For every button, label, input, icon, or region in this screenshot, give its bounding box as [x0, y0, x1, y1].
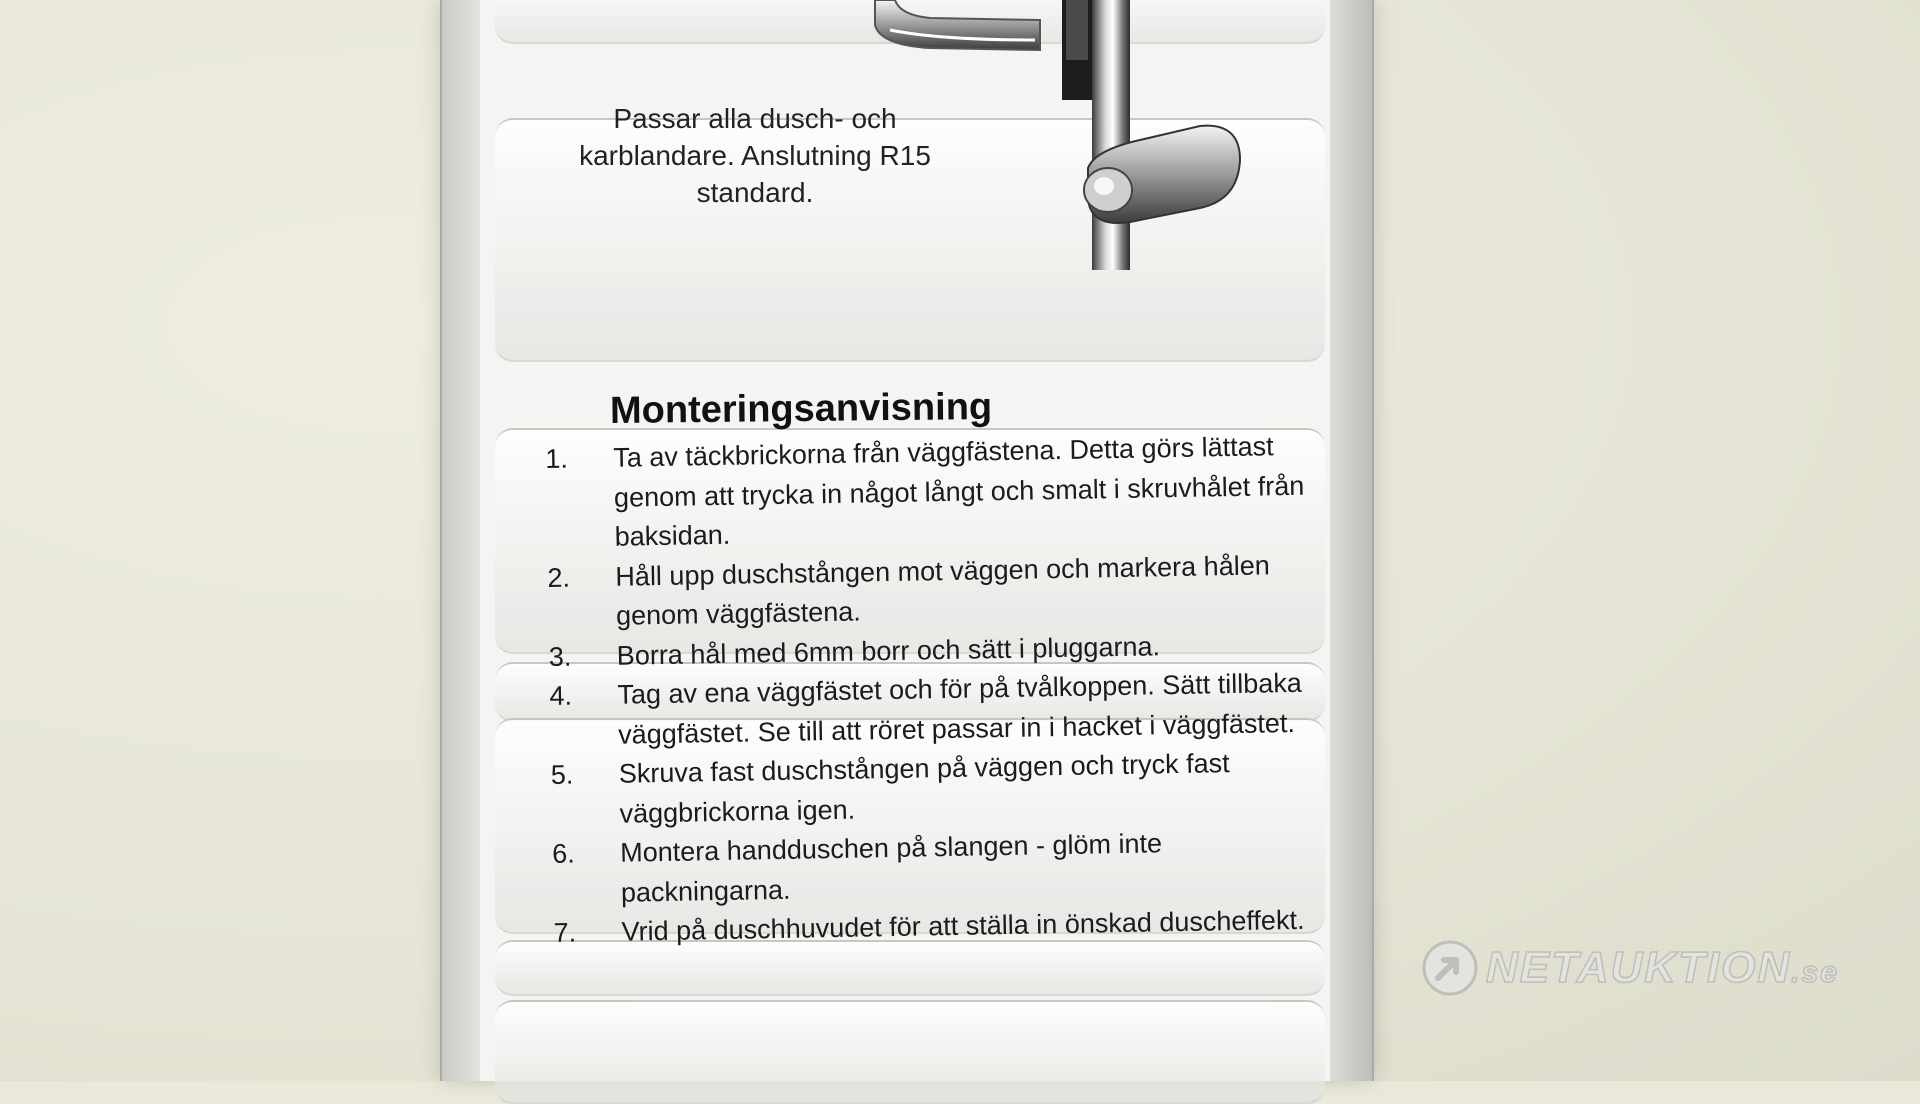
step-number: 5. [550, 759, 574, 790]
step-text: Tag av ena väggfästet och för på tvålkoppen. Sätt tillbaka väggfästet. Se till att röret passar in i hacket i väggfästet. [617, 667, 1303, 750]
step-text: Montera handduschen på slangen - glöm inte packningarna. [619, 828, 1163, 908]
step-text: Borra hål med 6mm borr och sätt i pluggarna. [616, 630, 1161, 671]
step-text: Ta av täckbrickorna från väggfästena. Detta görs lättast genom att trycka in något långt och smalt i skruvhålet från baksidan. [613, 431, 1305, 552]
instruction-steps [545, 427, 1314, 954]
blister-band [495, 1000, 1325, 1104]
step-number: 6. [551, 838, 576, 869]
step-text: Skruva fast duschstången på väggen och tryck fast väggbrickorna igen. [618, 748, 1230, 829]
instruction-step [552, 822, 1313, 914]
step-number: 3. [548, 641, 572, 672]
instruction-step [551, 743, 1312, 835]
instructions-heading: Monteringsanvisning [609, 386, 993, 432]
arrow-circle-icon [1420, 938, 1480, 998]
step-number: 7. [553, 917, 577, 948]
instruction-step [545, 427, 1307, 559]
watermark-name: NETAUKTION [1486, 943, 1792, 992]
step-text: Vrid på duschhuvudet för att ställa in önskad duscheffekt. [621, 904, 1305, 947]
instruction-step [549, 664, 1310, 756]
step-number: 1. [545, 443, 569, 474]
product-description: Passar alla dusch- och karblandare. Anslutning R15 standard. [579, 103, 931, 208]
watermark-logo [1420, 938, 1839, 998]
watermark-text [1486, 943, 1839, 993]
step-text: Håll upp duschstången mot väggen och markera hålen genom väggfästena. [615, 549, 1270, 631]
watermark-suffix: .se [1791, 956, 1839, 989]
step-number: 4. [549, 680, 573, 711]
instruction-step [547, 545, 1308, 637]
step-number: 2. [547, 562, 571, 593]
